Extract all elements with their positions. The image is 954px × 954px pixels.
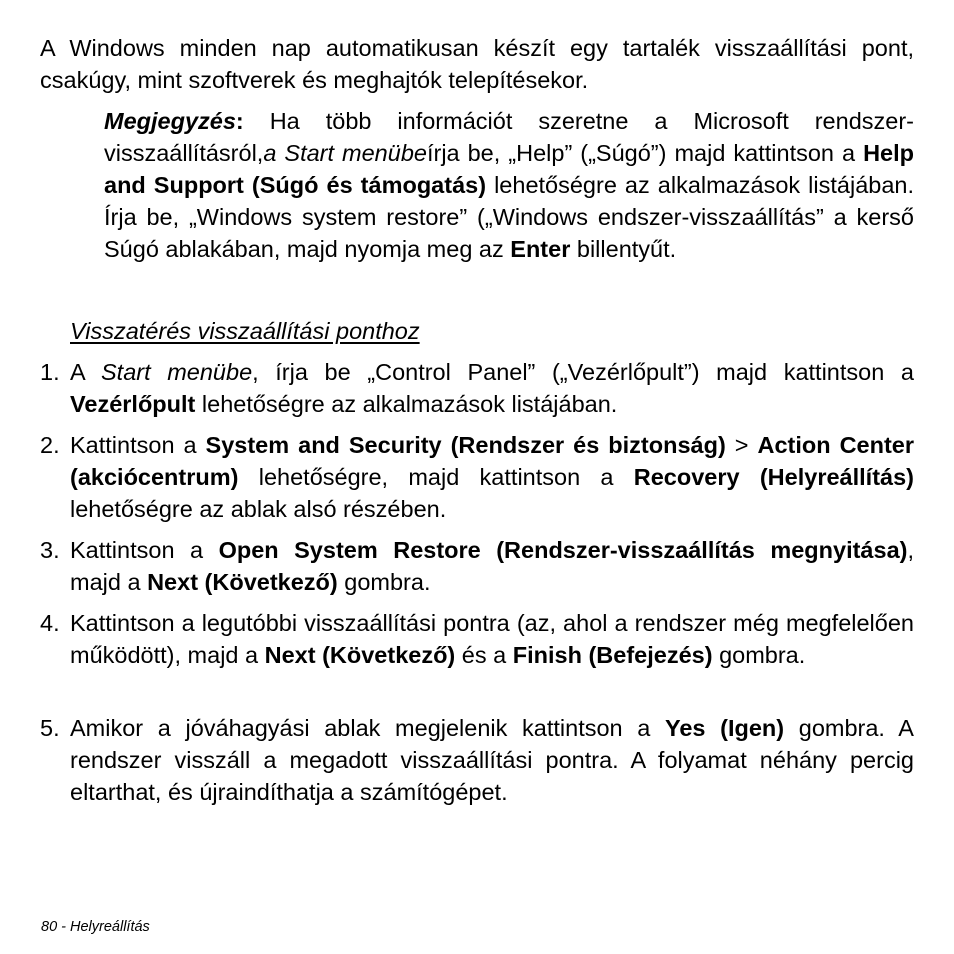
step-start-menu: Start menübe [100, 359, 253, 385]
step-recovery: Recovery (Helyreállítás) [633, 464, 914, 490]
note-enter-key: Enter [510, 236, 571, 262]
note-text-2: írja be, „Help” („Súgó”) majd kattintson a [426, 140, 864, 166]
note-text-4: billentyűt. [570, 236, 677, 262]
note-paragraph [104, 105, 914, 265]
step-number: 4. [40, 610, 60, 636]
step-number: 1. [40, 359, 60, 385]
step-text: Kattintson a System and Security (Rendszer és biztonság) > Action Center (akciócentrum) lehetőségre, majd kattintson a Recovery (Helyreállítás) lehetőségre az ablak alsó részében. [70, 432, 915, 522]
step-next: Next (Következő) [147, 569, 338, 595]
step-number: 3. [40, 537, 60, 563]
step-finish: Finish (Befejezés) [512, 642, 713, 668]
step-number: 5. [40, 715, 60, 741]
step-open-system-restore: Open System Restore (Rendszer-visszaállítás megnyitása) [218, 537, 908, 563]
step-item [40, 429, 914, 525]
step-action-center: Action Center (akciócentrum) [70, 432, 915, 490]
step-control-panel: Vezérlőpult [70, 391, 196, 417]
note-start-menu: a Start menübe [263, 140, 427, 166]
intro-paragraph: A Windows minden nap automatikusan készít egy tartalék visszaállítási pont, csakúgy, mint szoftverek és meghajtók telepítésekor. [40, 35, 914, 93]
note-text-3: lehetőségre az alkalmazások listájában. Írja be, „Windows system restore” („Windows endszer-visszaállítás” a kerső Súgó ablakában, majd nyomja meg az [104, 172, 914, 262]
step-number: 2. [40, 432, 60, 458]
step-item [40, 607, 914, 671]
step-next: Next (Következő) [264, 642, 456, 668]
step-text: Kattintson a Open System Restore (Rendszer-visszaállítás megnyitása), majd a Next (Következő) gombra. [70, 537, 914, 595]
step-text: A Start menübe, írja be „Control Panel” („Vezérlőpult”) majd kattintson a Vezérlőpult lehetőségre az alkalmazások listájában. [70, 359, 914, 417]
section-heading: Visszatérés visszaállítási ponthoz [70, 318, 420, 344]
step-item [40, 712, 914, 808]
page-footer: 80 - Helyreállítás [41, 919, 150, 935]
note-text-1: Ha több információt szeretne a Microsoft rendszer-visszaállításról, [104, 108, 914, 166]
note-label: Megjegyzés [104, 108, 236, 134]
step-yes: Yes (Igen) [664, 715, 785, 741]
step-text: Amikor a jóváhagyási ablak megjelenik kattintson a Yes (Igen) gombra. A rendszer visszáll a megadott visszaállítási pontra. A folyamat néhány percig eltarthat, és újraindíthatja a számítógépet. [70, 715, 914, 805]
step-text: Kattintson a legutóbbi visszaállítási pontra (az, ahol a rendszer még megfelelően működött), majd a Next (Következő) és a Finish (Befejezés) gombra. [70, 610, 914, 668]
step-system-security: System and Security (Rendszer és biztonság) [205, 432, 726, 458]
note-help-support: Help and Support (Súgó és támogatás) [104, 140, 915, 198]
step-item [40, 534, 914, 598]
step-item [40, 356, 914, 420]
note-colon: : [235, 108, 244, 134]
